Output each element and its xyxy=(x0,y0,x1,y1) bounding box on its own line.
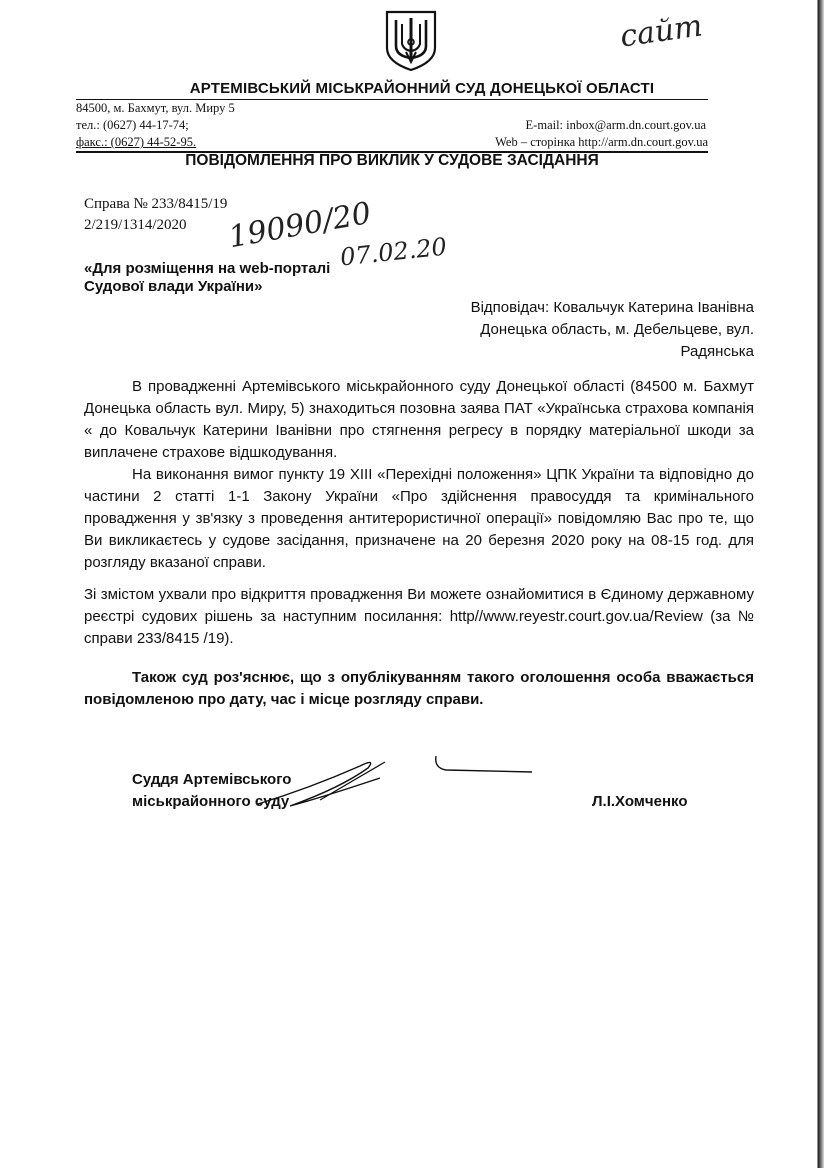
body-paragraph-1: В провадженні Артемівського міськрайонного суду Донецької області (84500 м. Бахмут Донецька область вул. Миру, 5) знаходиться позовна заява ПАТ «Українська страхова компанія « до Ковальчук Катерини Іванівни про стягнення регресу в порядку матеріальної шкоди за виплачене страхове відшкодування. xyxy=(84,378,754,461)
handwritten-note: сайт xyxy=(617,8,705,55)
coat-of-arms-icon xyxy=(384,10,438,72)
document-title: ПОВІДОМЛЕННЯ ПРО ВИКЛИК У СУДОВЕ ЗАСІДАННЯ xyxy=(185,152,599,169)
handwritten-signature xyxy=(250,748,540,812)
judge-name: Л.І.Хомченко xyxy=(592,793,688,810)
body-paragraph-2: На виконання вимог пункту 19 XIII «Перехідні положення» ЦПК України та відповідно до частини 2 статті 1-1 Закону України «Про здійснення правосуддя та кримінального провадження у зв'язку з проведення антитерористичної операції» повідомляю Вас про те, що Ви викликаєтесь у судове засідання, призначене на 20 березня 2020 року на 08-15 год. для розгляду вказаної справи. xyxy=(84,466,754,571)
case-number: Справа № 233/8415/19 xyxy=(84,196,228,212)
body-paragraph-3: Зі змістом ухвали про відкриття провадження Ви можете ознайомитися в Єдиному державному реєстрі судових рішень за наступним посилання: http//www.reyestr.court.gov.ua/Review (за № справи 233/8415 /19). xyxy=(84,586,754,647)
defendant-line2: Донецька область, м. Дебельцеве, вул. xyxy=(480,321,754,338)
court-phone: тел.: (0627) 44-17-74; xyxy=(76,118,189,132)
publish-note-line2: Судової влади України» xyxy=(84,278,263,295)
court-address: 84500, м. Бахмут, вул. Миру 5 xyxy=(76,101,235,115)
court-email: E-mail: inbox@arm.dn.court.gov.ua xyxy=(525,118,706,132)
body-paragraph-4: Також суд роз'яснює, що з опублікуванням такого оголошення особа вважається повідомленою про дату, час і місце розгляду справи. xyxy=(84,669,754,708)
handwritten-registration: 19090/20 xyxy=(226,195,374,256)
judge-role-line1: Суддя Артемівського xyxy=(132,771,292,788)
handwritten-date: 07.02.20 xyxy=(338,232,449,272)
court-web: Web – сторінка http://arm.dn.court.gov.ua xyxy=(495,135,708,149)
publish-note-line1: «Для розміщення на web-порталі xyxy=(84,260,331,277)
defendant-line1: Відповідач: Ковальчук Катерина Іванівна xyxy=(470,299,754,316)
scan-edge xyxy=(812,0,824,1168)
court-name: АРТЕМІВСЬКИЙ МІСЬКРАЙОННИЙ СУД ДОНЕЦЬКОЇ ОБЛАСТІ xyxy=(189,80,655,97)
defendant-line3: Радянська xyxy=(680,343,754,360)
court-fax: факс.: (0627) 44-52-95. xyxy=(76,135,197,149)
proceeding-number: 2/219/1314/2020 xyxy=(84,217,187,233)
judge-role-line2: міськрайонного суду xyxy=(132,793,290,810)
